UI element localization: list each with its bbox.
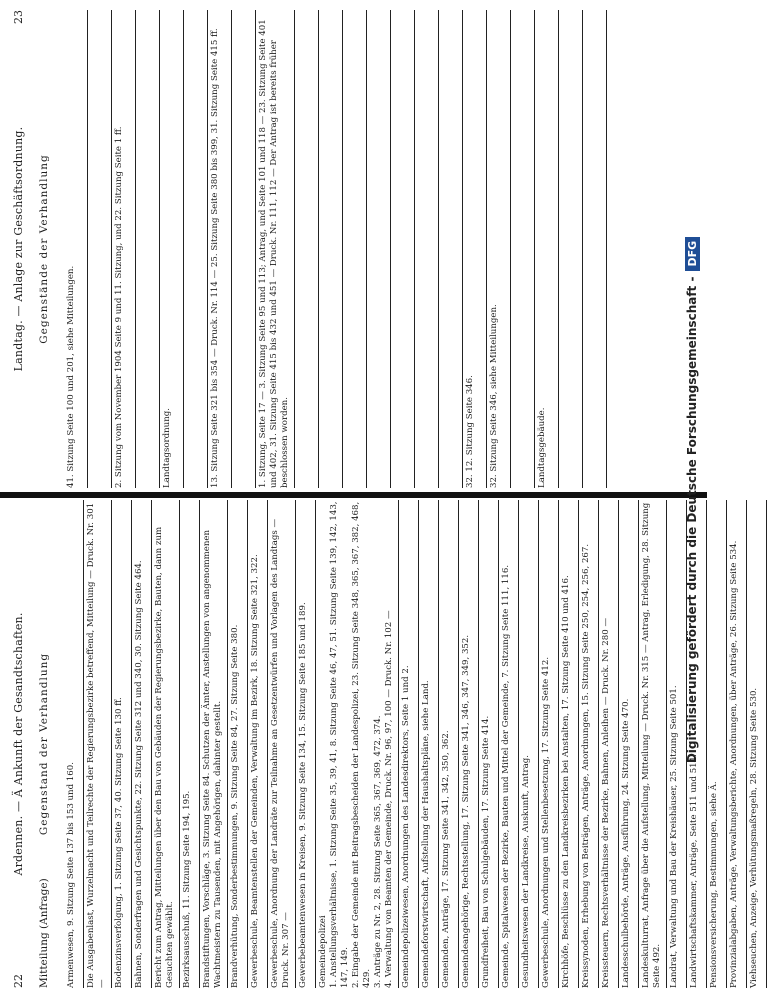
register-entry: Pensionsversicherung, Bestimmungen, siehe Ä. bbox=[707, 500, 727, 988]
register-entry: Gewerbebeamtenwesen in Kreisen, 9. Sitzung Seite 134, 15. Sitzung Seite 185 und 189. bbox=[296, 500, 316, 988]
stamp-text: Digitalisierung gefördert durch die Deutsche Forschungsgemeinschaft - bbox=[685, 276, 699, 764]
register-entry: 41. Sitzung Seite 100 und 201, siehe Mitteilungen. bbox=[64, 10, 88, 488]
digitization-stamp bbox=[677, 0, 707, 1000]
right-section-row bbox=[34, 10, 64, 488]
register-entry: Gemeinden, Anträge, 17. Sitzung Seite 341, 342, 350, 362. bbox=[439, 500, 459, 988]
register-entry: Kreissteuern, Rechtsverhältnisse der Bezirke, Bahnen, Anleihen — Druck. Nr. 280 — bbox=[599, 500, 619, 988]
left-section-row bbox=[34, 500, 64, 988]
left-page bbox=[8, 500, 767, 988]
register-entry: 32. 12. Sitzung Seite 346. bbox=[463, 10, 487, 488]
dfg-logo-icon: DFG bbox=[685, 237, 700, 271]
register-entry bbox=[319, 10, 343, 488]
register-entry: Gewerbeschule, Anordnung der Landräte zur Teilnahme an Gesetzentwürfen und Vorlagen des Landtags — Druck. Nr. 307 — bbox=[268, 500, 296, 988]
left-running-head bbox=[8, 500, 34, 988]
register-entry: Landesschulbehörde, Anträge, Ausführung, 24. Sitzung Seite 470. bbox=[619, 500, 639, 988]
register-entry: Kirchhöfe, Beschlüsse zu den Landkreisbezirken bei Anstalten, 17. Sitzung Seite 410 und 416. bbox=[559, 500, 579, 988]
page-gutter bbox=[0, 492, 707, 498]
register-entry bbox=[439, 10, 463, 488]
register-entry: Landrat, Verwaltung und Bau der Kreishäuser, 25. Sitzung Seite 501. bbox=[667, 500, 687, 988]
register-entry: Grundfreiheit, Bau von Schulgebäuden, 17. Sitzung Seite 414. bbox=[479, 500, 499, 988]
register-entry: Bezirksausschuß, 11. Sitzung Seite 194, 195. bbox=[180, 500, 200, 988]
register-entry bbox=[136, 10, 160, 488]
right-entry-list bbox=[64, 10, 607, 488]
right-running-title: Landtag. — Anlage zur Geschäftsordnung. bbox=[12, 126, 25, 372]
register-entry: Landtagsordnung. bbox=[160, 10, 184, 488]
left-section-title: Gegenstand der Verhandlung bbox=[38, 652, 50, 836]
register-entry: Brandstiftungen, Vorschläge, 3. Sitzung Seite 84. Schutzen der Ämter, Anstellungen von angenommenen Wachtmeistern zu Tausenden, mit Angehörigen, dahinter gestellt. bbox=[200, 500, 228, 988]
register-entry bbox=[88, 10, 112, 488]
register-entry: Provinzialabgaben, Anträge, Verwaltungsberichte, Anordnungen, über Anträge, 26. Sitzung Seite 534. bbox=[727, 500, 747, 988]
register-entry: 1. Sitzung, Seite 17 — 3. Sitzung Seite 95 und 113; Antrag, und Seite 101 und 118 — 23. Sitzung Seite 401 und 402, 31. Sitzung Seite 415 bis 432 und 451 — Druck. Nr. 111, 112 — Der Antrag ist bereits früher beschlossen worden. bbox=[256, 10, 295, 488]
register-entry: Landwirtschaftskammer, Anträge, Seite 511 und 514. bbox=[687, 500, 707, 988]
register-entry: Brandverhütung, Sonderbestimmungen, 9. Sitzung Seite 84, 27. Sitzung Seite 380. bbox=[228, 500, 248, 988]
register-entry: Gewerbeschule, Beamtenstellen der Gemeinden, Verwaltung im Bezirk, 18. Sitzung Seite 321, 322. bbox=[248, 500, 268, 988]
register-entry bbox=[343, 10, 367, 488]
register-entry: Landtagsgebäude. bbox=[535, 10, 559, 488]
register-entry: Bodenzinsverfolgung, 1. Sitzung Seite 37, 40. Sitzung Seite 130 ff. bbox=[112, 500, 132, 988]
right-running-head bbox=[8, 10, 34, 488]
right-page-number: 23 bbox=[12, 10, 25, 24]
register-entry bbox=[391, 10, 415, 488]
left-column-header: Mitteilung (Anfrage) bbox=[38, 878, 50, 988]
register-entry bbox=[184, 10, 208, 488]
register-entry: 2. Sitzung vom November 1904 Seite 9 und 11. Sitzung, und 22. Sitzung Seite 1 ff. bbox=[112, 10, 136, 488]
register-entry: Viehseuchen, Anzeige, Verhütungsmaßregeln, 28. Sitzung Seite 530. bbox=[747, 500, 767, 988]
register-entry: Gemeindepolizei 1. Anstellungsverhältnisse, 1. Sitzung Seite 35, 39, 41, 8. Sitzung Seite 46, 47, 51. Sitzung Seite 139, 142, 143, 147, 149. 2. Eingabe der Gemeinde mit Beitragsbescheiden der Landespolizei, 23. Sitzung Seite 348, 365, 367, 382, 468, 429. 3. Anträge zu Nr. 2, 28. Sitzung Seite 365, 367, 369, 472, 374. 4. Verwaltung von Beamten der Gemeinde, Druck. Nr. 96, 97, 100 — Druck. Nr. 102 — bbox=[316, 500, 399, 988]
register-entry: Kreissynoden, Erhebung von Beiträgen, Anträge, Anordnungen, 15. Sitzung Seite 250, 254, 256, 267. bbox=[579, 500, 599, 988]
register-entry: Gewerbeschule, Anordnungen und Stellenbesetzung, 17. Sitzung Seite 412. bbox=[539, 500, 559, 988]
register-entry: Bericht zum Antrag, Mitteilungen über den Bau von Gebäuden der Regierungsbezirke, Bauten, dann zum Gesuchten gewählt. bbox=[152, 500, 180, 988]
right-page bbox=[8, 10, 607, 488]
register-entry: Gemeinde, Spitalwesen der Bezirke, Bauten und Mittel der Gemeinde, 7. Sitzung Seite 111, 116. bbox=[499, 500, 519, 988]
register-entry: Gemeindeangehörige, Rechtsstellung, 17. Sitzung Seite 341, 346, 347, 349, 352. bbox=[459, 500, 479, 988]
register-entry: Armenwesen, 9. Sitzung Seite 137 bis 153 und 160. bbox=[64, 500, 84, 988]
right-section-title: Gegenstände der Verhandlung bbox=[38, 154, 50, 344]
register-entry bbox=[367, 10, 391, 488]
register-entry bbox=[232, 10, 256, 488]
register-entry bbox=[511, 10, 535, 488]
register-entry: Die Ausgabenlast, Wurzelmacht und Teilrechte der Regierungsbezirke betreffend, Mitteilung — Druck. Nr. 301 — bbox=[84, 500, 112, 988]
register-entry bbox=[559, 10, 583, 488]
register-entry: Gemeindeforstwirtschaft, Aufstellung der Haushaltspläne, siehe Land. bbox=[419, 500, 439, 988]
register-entry bbox=[415, 10, 439, 488]
left-entry-list bbox=[64, 500, 767, 988]
register-entry: Gemeindepolizeiwesen, Anordnungen des Landesdirektors, Seite 1 und 2. bbox=[399, 500, 419, 988]
left-page-number: 22 bbox=[12, 974, 25, 988]
register-entry bbox=[295, 10, 319, 488]
register-entry: Landeskulturrat, Anfrage über die Aufstellung, Mitteilung — Druck. Nr. 315 — Antrag, Erledigung, 28. Sitzung Seite 492. bbox=[639, 500, 667, 988]
register-entry: Gesundheitswesen der Landkreise, Auskunft, Antrag. bbox=[519, 500, 539, 988]
register-entry bbox=[583, 10, 607, 488]
register-entry: 13. Sitzung Seite 321 bis 354 — Druck. Nr. 114 — 25. Sitzung Seite 380 bis 399, 31. Sitzung Seite 415 ff. bbox=[208, 10, 232, 488]
register-entry: 32. Sitzung Seite 346, siehe Mitteilungen. bbox=[487, 10, 511, 488]
left-running-title: Ardennen. — Ä Ankunft der Gesandtschaften. bbox=[12, 612, 25, 876]
register-entry: Bahnen, Sonderfragen und Gesichtspunkte, 22. Sitzung Seite 312 und 340, 30. Sitzung Seite 464. bbox=[132, 500, 152, 988]
